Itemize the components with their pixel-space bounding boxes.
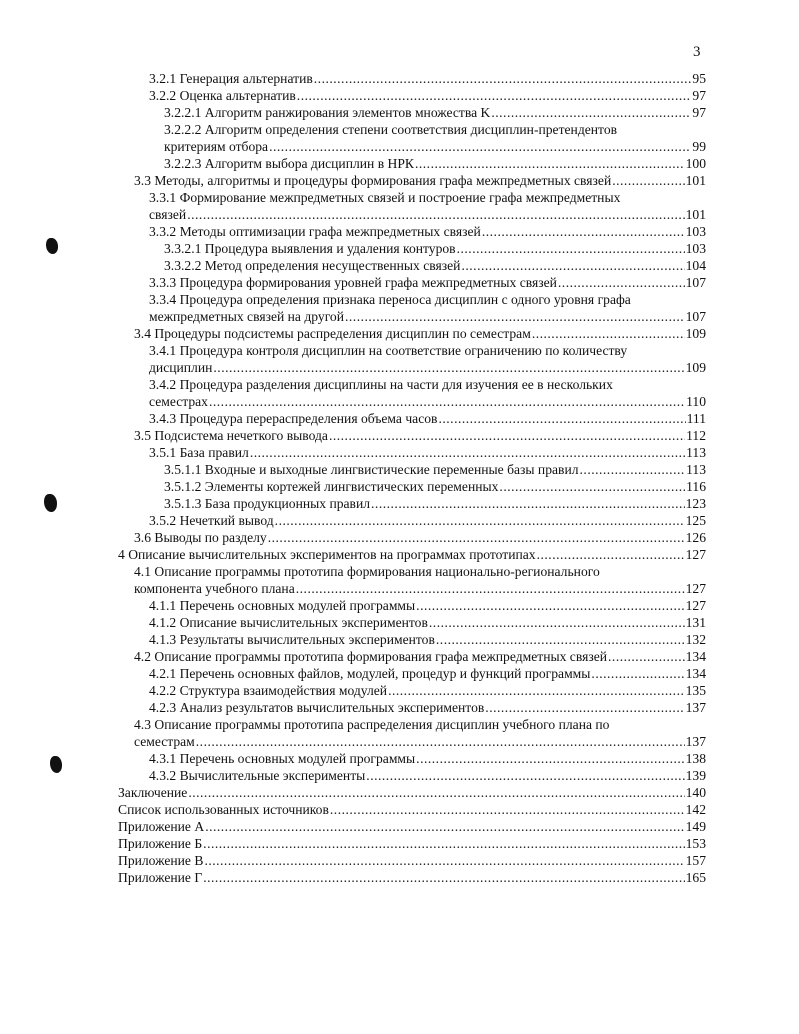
toc-entry-row xyxy=(134,325,706,342)
toc-entry-row xyxy=(118,546,706,563)
toc-entry-page: 140 xyxy=(685,785,706,800)
scan-speck xyxy=(50,756,62,773)
toc-entry-row xyxy=(149,70,706,87)
toc-entry-title: 3.3.2.2 Метод определения несущественных связей xyxy=(164,258,461,273)
toc-entry-title: 3.3 Методы, алгоритмы и процедуры формирования графа межпредметных связей xyxy=(134,173,612,188)
toc-entry-row xyxy=(164,138,706,155)
toc-entry xyxy=(149,665,706,682)
toc-entry-page: 95 xyxy=(692,71,706,86)
toc-entry-page: 107 xyxy=(685,309,706,324)
toc-entry-page: 110 xyxy=(686,394,706,409)
toc-entry-row xyxy=(134,733,706,750)
toc-entry-row xyxy=(149,206,706,223)
dot-leader xyxy=(429,614,685,631)
toc-entry-row xyxy=(149,665,706,682)
toc-entry-title: критериям отбора xyxy=(164,139,269,154)
toc-entry-row xyxy=(149,682,706,699)
toc-entry-row xyxy=(134,648,706,665)
toc-entry-row xyxy=(149,393,706,410)
toc-entry-title: Список использованных источников xyxy=(118,802,329,817)
dot-leader xyxy=(612,172,684,189)
dot-leader xyxy=(482,223,685,240)
toc-entry-title: семестрах xyxy=(149,394,208,409)
toc-entry-page: 127 xyxy=(685,547,706,562)
toc-entry-title: Приложение Г xyxy=(118,870,203,885)
toc-entry xyxy=(118,546,706,563)
toc-entry-title: Заключение xyxy=(118,785,188,800)
toc-entry-row xyxy=(149,614,706,631)
toc-entry xyxy=(164,495,706,512)
toc-entry xyxy=(134,529,706,546)
toc-entry xyxy=(164,257,706,274)
dot-leader xyxy=(345,308,685,325)
toc-entry-page: 107 xyxy=(685,275,706,290)
toc-entry-page: 138 xyxy=(685,751,706,766)
toc-entry xyxy=(149,189,706,223)
toc-entry-page: 103 xyxy=(685,241,706,256)
toc-entry-row xyxy=(134,529,706,546)
dot-leader xyxy=(591,665,684,682)
toc-entry-line: 3.2.2.2 Алгоритм определения степени соответствия дисциплин-претендентов xyxy=(164,122,618,137)
toc-entry xyxy=(134,427,706,444)
toc-entry-row xyxy=(149,699,706,716)
toc-entry-row xyxy=(134,427,706,444)
toc-entry-title: 3.5.1.1 Входные и выходные лингвистические переменные базы правил xyxy=(164,462,579,477)
toc-entry-title: компонента учебного плана xyxy=(134,581,295,596)
toc-entry-page: 116 xyxy=(686,479,706,494)
toc-entry xyxy=(149,699,706,716)
toc-entry-title: 3.2.1 Генерация альтернатив xyxy=(149,71,313,86)
toc-entry-row xyxy=(164,461,706,478)
toc-entry-page: 123 xyxy=(685,496,706,511)
toc-entry-row xyxy=(164,155,706,172)
toc-entry xyxy=(118,869,706,886)
toc-entry-page: 139 xyxy=(685,768,706,783)
toc-entry xyxy=(134,648,706,665)
toc-entry-title: Приложение А xyxy=(118,819,205,834)
toc-entry xyxy=(118,835,706,852)
toc-entry-page: 142 xyxy=(685,802,706,817)
dot-leader xyxy=(366,767,684,784)
dot-leader xyxy=(580,461,686,478)
toc-entry xyxy=(134,563,706,597)
toc-entry-row xyxy=(164,495,706,512)
page-number: 3 xyxy=(693,44,701,60)
toc-entry-title: 4.1.1 Перечень основных модулей программы xyxy=(149,598,416,613)
toc-entry xyxy=(149,223,706,240)
toc-entry-row xyxy=(149,767,706,784)
toc-entry xyxy=(164,155,706,172)
dot-leader xyxy=(608,648,685,665)
toc-entry xyxy=(134,716,706,750)
toc-entry-row xyxy=(118,818,706,835)
toc-entry xyxy=(134,325,706,342)
toc-entry-title: 3.2.2.1 Алгоритм ранжирования элементов множества K xyxy=(164,105,491,120)
toc-entry-title: семестрам xyxy=(134,734,195,749)
toc-entry xyxy=(149,614,706,631)
toc-entry-title: 4.2.1 Перечень основных файлов, модулей, процедур и функций программы xyxy=(149,666,591,681)
toc-entry xyxy=(149,444,706,461)
dot-leader xyxy=(491,104,691,121)
toc-entry-page: 112 xyxy=(686,428,706,443)
toc-entry-title: Приложение В xyxy=(118,853,204,868)
toc-entry xyxy=(149,750,706,767)
toc-entry xyxy=(149,291,706,325)
toc-entry-title: дисциплин xyxy=(149,360,213,375)
toc-entry-title: 4.3.1 Перечень основных модулей программы xyxy=(149,751,416,766)
toc-entry-title: 3.4 Процедуры подсистемы распределения дисциплин по семестрам xyxy=(134,326,531,341)
dot-leader xyxy=(371,495,685,512)
toc-entry-row xyxy=(149,359,706,376)
dot-leader xyxy=(532,325,685,342)
dot-leader xyxy=(204,852,684,869)
toc-entry-title: 4.2.2 Структура взаимодействия модулей xyxy=(149,683,388,698)
dot-leader xyxy=(314,70,692,87)
toc-entry xyxy=(149,597,706,614)
toc-entry-line: 3.4.1 Процедура контроля дисциплин на соответствие ограничению по количеству xyxy=(149,343,628,358)
dot-leader xyxy=(275,512,685,529)
toc-entry-page: 113 xyxy=(686,462,706,477)
toc-entry-title: 3.4.3 Процедура перераспределения объема часов xyxy=(149,411,438,426)
toc-entry-row xyxy=(164,104,706,121)
dot-leader xyxy=(330,801,685,818)
toc-entry-title: 4.1.3 Результаты вычислительных экспериментов xyxy=(149,632,435,647)
toc-entry-row xyxy=(149,597,706,614)
toc-entry xyxy=(164,240,706,257)
dot-leader xyxy=(537,546,685,563)
toc-entry-page: 135 xyxy=(685,683,706,698)
toc-entry-page: 149 xyxy=(685,819,706,834)
dot-leader xyxy=(203,869,684,886)
toc-entry-line: 4.3 Описание программы прототипа распределения дисциплин учебного плана по xyxy=(134,717,610,732)
toc-entry-page: 97 xyxy=(692,105,706,120)
toc-entry xyxy=(149,376,706,410)
dot-leader xyxy=(416,750,684,767)
toc-entry-page: 97 xyxy=(692,88,706,103)
toc-entry-title: 3.3.2 Методы оптимизации графа межпредметных связей xyxy=(149,224,481,239)
dot-leader xyxy=(436,631,685,648)
dot-leader xyxy=(203,835,684,852)
toc-entry-row xyxy=(118,852,706,869)
toc-entry-page: 132 xyxy=(685,632,706,647)
toc-entry xyxy=(164,104,706,121)
toc-entry-title: 3.5.2 Нечеткий вывод xyxy=(149,513,274,528)
toc-entry-page: 127 xyxy=(685,581,706,596)
toc-entry-line: 3.3.4 Процедура определения признака переноса дисциплин с одного уровня графа xyxy=(149,292,631,307)
toc-entry xyxy=(164,478,706,495)
toc-entry-page: 113 xyxy=(686,445,706,460)
toc-entry-page: 134 xyxy=(685,666,706,681)
dot-leader xyxy=(188,784,684,801)
toc-entry-row xyxy=(149,410,706,427)
toc-entry xyxy=(149,70,706,87)
dot-leader xyxy=(268,529,685,546)
toc-entry-row xyxy=(149,631,706,648)
toc-entry-row xyxy=(164,240,706,257)
dot-leader xyxy=(438,410,685,427)
dot-leader xyxy=(558,274,685,291)
toc-entry-row xyxy=(149,87,706,104)
toc-entry-row xyxy=(149,308,706,325)
toc-entry-page: 137 xyxy=(685,700,706,715)
dot-leader xyxy=(196,733,685,750)
toc-entry-line: 3.3.1 Формирование межпредметных связей и построение графа межпредметных xyxy=(149,190,621,205)
toc-entry xyxy=(149,631,706,648)
toc-entry xyxy=(149,512,706,529)
toc-entry-row xyxy=(118,869,706,886)
toc-entry-page: 101 xyxy=(685,173,706,188)
toc-entry-title: Приложение Б xyxy=(118,836,203,851)
toc-entry-page: 99 xyxy=(692,139,706,154)
dot-leader xyxy=(499,478,685,495)
dot-leader xyxy=(209,393,685,410)
toc-entry-title: 3.5.1.2 Элементы кортежей лингвистических переменных xyxy=(164,479,499,494)
toc-entry-row xyxy=(149,444,706,461)
toc-entry-row xyxy=(134,172,706,189)
toc-entry xyxy=(149,410,706,427)
dot-leader xyxy=(416,597,684,614)
toc-entry-page: 165 xyxy=(685,870,706,885)
toc-entry-row xyxy=(149,274,706,291)
toc-entry xyxy=(164,121,706,155)
dot-leader xyxy=(329,427,685,444)
toc-entry-page: 111 xyxy=(686,411,706,426)
dot-leader xyxy=(461,257,684,274)
toc-entry-row xyxy=(149,223,706,240)
toc-entry-title: 3.3.3 Процедура формирования уровней графа межпредметных связей xyxy=(149,275,557,290)
toc-entry-title: межпредметных связей на другой xyxy=(149,309,344,324)
toc-entry-title: 4.1.2 Описание вычислительных экспериментов xyxy=(149,615,428,630)
toc-entry-row xyxy=(118,835,706,852)
toc-entry-title: 4 Описание вычислительных экспериментов на программах прототипах xyxy=(118,547,536,562)
toc-entry-page: 100 xyxy=(685,156,706,171)
toc-entry-title: 3.5.1 База правил xyxy=(149,445,249,460)
table-of-contents xyxy=(0,70,799,886)
dot-leader xyxy=(485,699,684,716)
dot-leader xyxy=(187,206,684,223)
dot-leader xyxy=(297,87,692,104)
toc-entry-row xyxy=(118,801,706,818)
toc-entry-page: 157 xyxy=(685,853,706,868)
toc-entry-page: 103 xyxy=(685,224,706,239)
toc-entry xyxy=(149,87,706,104)
scan-speck xyxy=(46,238,58,254)
toc-entry xyxy=(118,784,706,801)
toc-entry xyxy=(118,818,706,835)
dot-leader xyxy=(213,359,684,376)
toc-entry-page: 126 xyxy=(685,530,706,545)
dot-leader xyxy=(250,444,685,461)
toc-entry-title: 3.2.2.3 Алгоритм выбора дисциплин в НРК xyxy=(164,156,414,171)
toc-entry-page: 131 xyxy=(685,615,706,630)
toc-entry-page: 109 xyxy=(685,326,706,341)
dot-leader xyxy=(415,155,685,172)
toc-entry-title: 3.5 Подсистема нечеткого вывода xyxy=(134,428,328,443)
toc-entry-row xyxy=(118,784,706,801)
toc-entry-page: 109 xyxy=(685,360,706,375)
toc-entry xyxy=(149,767,706,784)
toc-entry-row xyxy=(149,750,706,767)
toc-entry-page: 101 xyxy=(685,207,706,222)
toc-entry-page: 134 xyxy=(685,649,706,664)
dot-leader xyxy=(296,580,685,597)
toc-entry-title: 4.2 Описание программы прототипа формирования графа межпредметных связей xyxy=(134,649,608,664)
toc-entry-title: связей xyxy=(149,207,187,222)
toc-entry-page: 125 xyxy=(685,513,706,528)
toc-entry-title: 4.3.2 Вычислительные эксперименты xyxy=(149,768,366,783)
toc-entry-title: 3.2.2 Оценка альтернатив xyxy=(149,88,296,103)
toc-entry xyxy=(149,342,706,376)
toc-entry-title: 3.3.2.1 Процедура выявления и удаления контуров xyxy=(164,241,456,256)
scan-speck xyxy=(44,494,57,512)
dot-leader xyxy=(388,682,685,699)
toc-entry-row xyxy=(164,257,706,274)
dot-leader xyxy=(457,240,685,257)
toc-entry-page: 127 xyxy=(685,598,706,613)
toc-entry-page: 104 xyxy=(685,258,706,273)
toc-entry-title: 4.2.3 Анализ результатов вычислительных экспериментов xyxy=(149,700,485,715)
toc-entry-row xyxy=(164,478,706,495)
toc-entry-title: 3.6 Выводы по разделу xyxy=(134,530,267,545)
dot-leader xyxy=(269,138,691,155)
toc-entry-line: 3.4.2 Процедура разделения дисциплины на части для изучения ее в нескольких xyxy=(149,377,613,392)
toc-entry-row xyxy=(134,580,706,597)
toc-entry-title: 3.5.1.3 База продукционных правил xyxy=(164,496,371,511)
toc-entry xyxy=(164,461,706,478)
toc-entry-page: 137 xyxy=(685,734,706,749)
toc-entry-line: 4.1 Описание программы прототипа формирования национально-регионального xyxy=(134,564,600,579)
toc-entry-row xyxy=(149,512,706,529)
toc-entry xyxy=(134,172,706,189)
toc-entry xyxy=(149,274,706,291)
toc-entry xyxy=(149,682,706,699)
dot-leader xyxy=(205,818,684,835)
toc-entry xyxy=(118,801,706,818)
toc-entry-page: 153 xyxy=(685,836,706,851)
toc-entry xyxy=(118,852,706,869)
